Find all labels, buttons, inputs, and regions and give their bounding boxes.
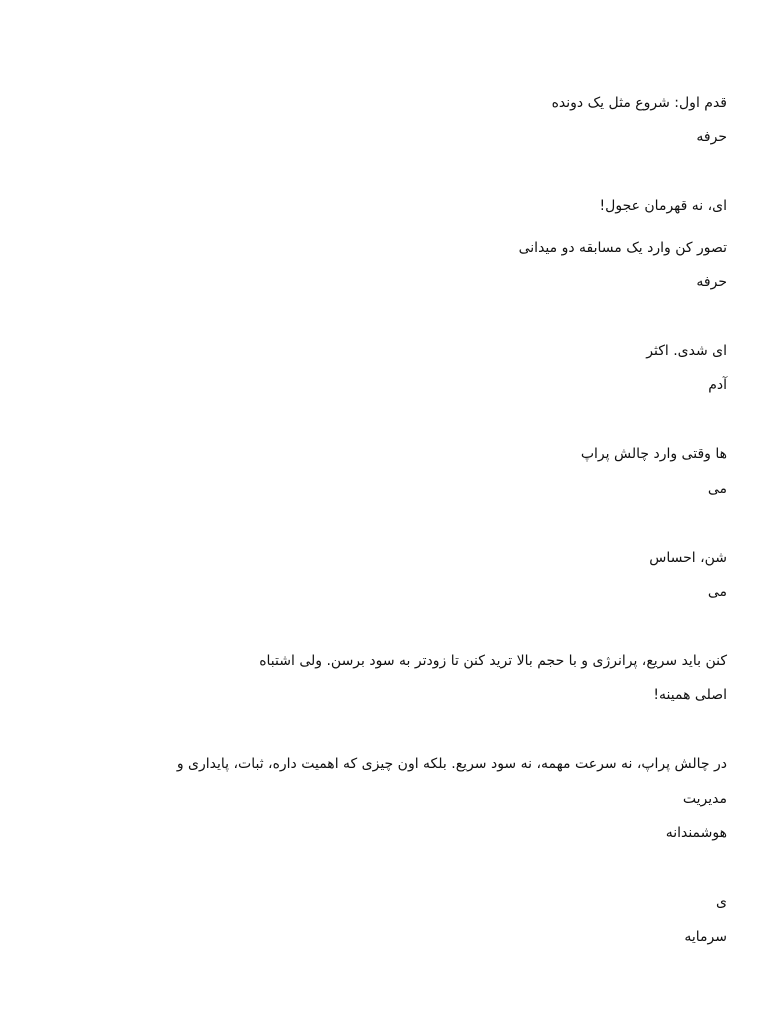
text-line: تصور کن وارد یک مسابقه دو میدانی [518,240,727,256]
text-line: قدم اول: شروع مثل یک دونده [551,95,727,111]
text-line: ی [716,894,727,910]
text-line: هوشمندانه [665,825,727,841]
text-line: سرمایه [684,929,727,945]
text-line: آدم [708,377,727,393]
text-line: ای، نه قهرمان عجول! [599,198,727,214]
text-line: می [707,481,727,497]
text-line: حرفه [696,274,727,290]
text-line: اصلی همینه! [653,687,727,703]
text-line: حرفه [696,129,727,145]
text-line: مدیریت [682,791,727,807]
text-line: در چالش پراپ، نه سرعت مهمه، نه سود سریع. بلکه اون چیزی که اهمیت داره، ثبات، پایداری و [176,756,727,772]
text-line: ها وقتی وارد چالش پراپ [580,446,727,462]
text-line: کنن باید سریع، پرانرژی و با حجم بالا ترید کنن تا زودتر به سود برسن. ولی اشتباه [259,653,727,669]
text-line: می [707,584,727,600]
text-line: ای شدی. اکثر [646,343,727,359]
text-line: شن، احساس [649,550,727,566]
